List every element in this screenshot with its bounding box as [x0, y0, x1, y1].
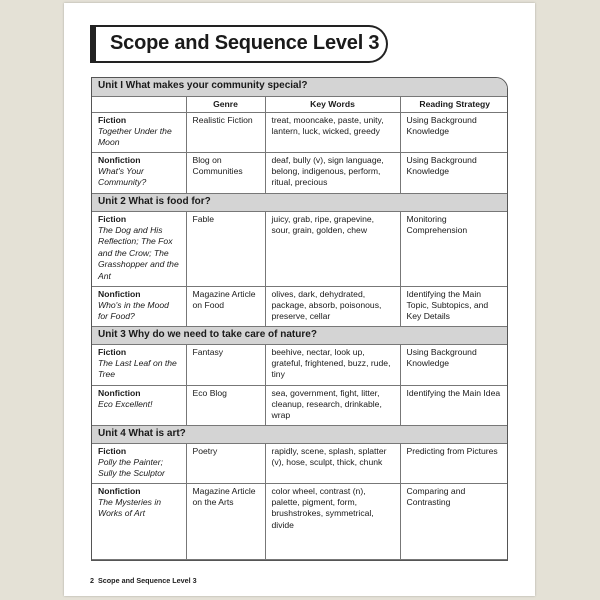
book-title: The Dog and His Reflection; The Fox and the Crow; The Grasshopper and the Ant	[98, 224, 179, 281]
genre-cell: Fable	[186, 211, 265, 286]
key-words-cell: olives, dark, dehydrated, package, absorb, poisonous, preserve, cellar	[265, 286, 400, 326]
unit-title: Unit 2 What is food for?	[92, 193, 508, 211]
strategy-cell: Monitoring Comprehension	[400, 211, 508, 286]
key-words-cell: sea, government, fight, litter, cleanup, research, drinkable, wrap	[265, 385, 400, 425]
footer-text: Scope and Sequence Level 3	[98, 576, 197, 585]
text-type: Fiction	[98, 445, 127, 456]
book-title: Polly the Painter; Sully the Sculptor	[98, 456, 165, 479]
strategy-cell: Comparing and Contrasting	[400, 483, 508, 559]
book-title: The Mysteries in Works of Art	[98, 496, 162, 519]
page-number: 2	[90, 576, 94, 585]
book-cell	[92, 385, 186, 425]
scope-sequence-table-frame	[91, 77, 508, 561]
column-header-reading-strategy: Reading Strategy	[400, 96, 508, 112]
genre-cell: Fantasy	[186, 344, 265, 385]
genre-cell: Blog on Communities	[186, 152, 265, 193]
strategy-cell: Identifying the Main Topic, Subtopics, and Key Details	[400, 286, 508, 326]
book-cell	[92, 211, 186, 286]
unit-title: Unit 4 What is art?	[92, 425, 508, 443]
strategy-cell: Predicting from Pictures	[400, 443, 508, 483]
text-type: Nonfiction	[98, 485, 141, 496]
book-title: Who's in the Mood for Food?	[98, 299, 169, 322]
strategy-cell: Identifying the Main Idea	[400, 385, 508, 425]
unit-header-row	[92, 78, 508, 96]
book-title: The Last Leaf on the Tree	[98, 357, 177, 380]
page-sheet	[64, 3, 535, 596]
key-words-cell: deaf, bully (v), sign language, belong, indigenous, perform, ritual, precious	[265, 152, 400, 193]
table-row	[92, 344, 508, 385]
text-type: Nonfiction	[98, 387, 141, 398]
column-header-row	[92, 96, 508, 112]
book-title: Eco Excellent!	[98, 398, 153, 409]
table-row	[92, 112, 508, 152]
text-type: Fiction	[98, 213, 127, 224]
unit-header-row	[92, 193, 508, 211]
text-type: Fiction	[98, 114, 127, 125]
key-words-cell: beehive, nectar, look up, grateful, frightened, buzz, rude, tiny	[265, 344, 400, 385]
genre-cell: Poetry	[186, 443, 265, 483]
column-header-key-words: Key Words	[265, 96, 400, 112]
book-cell	[92, 483, 186, 559]
genre-cell: Realistic Fiction	[186, 112, 265, 152]
table-row	[92, 385, 508, 425]
table-row	[92, 286, 508, 326]
text-type: Nonfiction	[98, 288, 141, 299]
column-header-blank	[92, 96, 186, 112]
unit-title: Unit 3 Why do we need to take care of nature?	[92, 326, 508, 344]
key-words-cell: treat, mooncake, paste, unity, lantern, luck, wicked, greedy	[265, 112, 400, 152]
genre-cell: Magazine Article on the Arts	[186, 483, 265, 559]
book-cell	[92, 112, 186, 152]
book-title: Together Under the Moon	[98, 125, 172, 148]
book-cell	[92, 443, 186, 483]
key-words-cell: rapidly, scene, splash, splatter (v), hose, sculpt, thick, chunk	[265, 443, 400, 483]
unit-title: Unit I What makes your community special?	[92, 78, 508, 96]
book-cell	[92, 286, 186, 326]
table-row	[92, 443, 508, 483]
key-words-cell: color wheel, contrast (n), palette, pigment, form, brushstrokes, symmetrical, divide	[265, 483, 400, 559]
strategy-cell: Using Background Knowledge	[400, 152, 508, 193]
table-row	[92, 211, 508, 286]
unit-header-row	[92, 326, 508, 344]
text-type: Fiction	[98, 346, 127, 357]
table-row	[92, 152, 508, 193]
unit-header-row	[92, 425, 508, 443]
page-footer	[90, 576, 197, 585]
strategy-cell: Using Background Knowledge	[400, 112, 508, 152]
book-cell	[92, 152, 186, 193]
scope-sequence-table	[92, 78, 508, 560]
key-words-cell: juicy, grab, ripe, grapevine, sour, grain, golden, chew	[265, 211, 400, 286]
page-title: Scope and Sequence Level 3	[90, 25, 388, 63]
book-title: What's Your Community?	[98, 165, 147, 188]
column-header-genre: Genre	[186, 96, 265, 112]
strategy-cell: Using Background Knowledge	[400, 344, 508, 385]
book-cell	[92, 344, 186, 385]
genre-cell: Magazine Article on Food	[186, 286, 265, 326]
table-row	[92, 483, 508, 559]
genre-cell: Eco Blog	[186, 385, 265, 425]
text-type: Nonfiction	[98, 154, 141, 165]
